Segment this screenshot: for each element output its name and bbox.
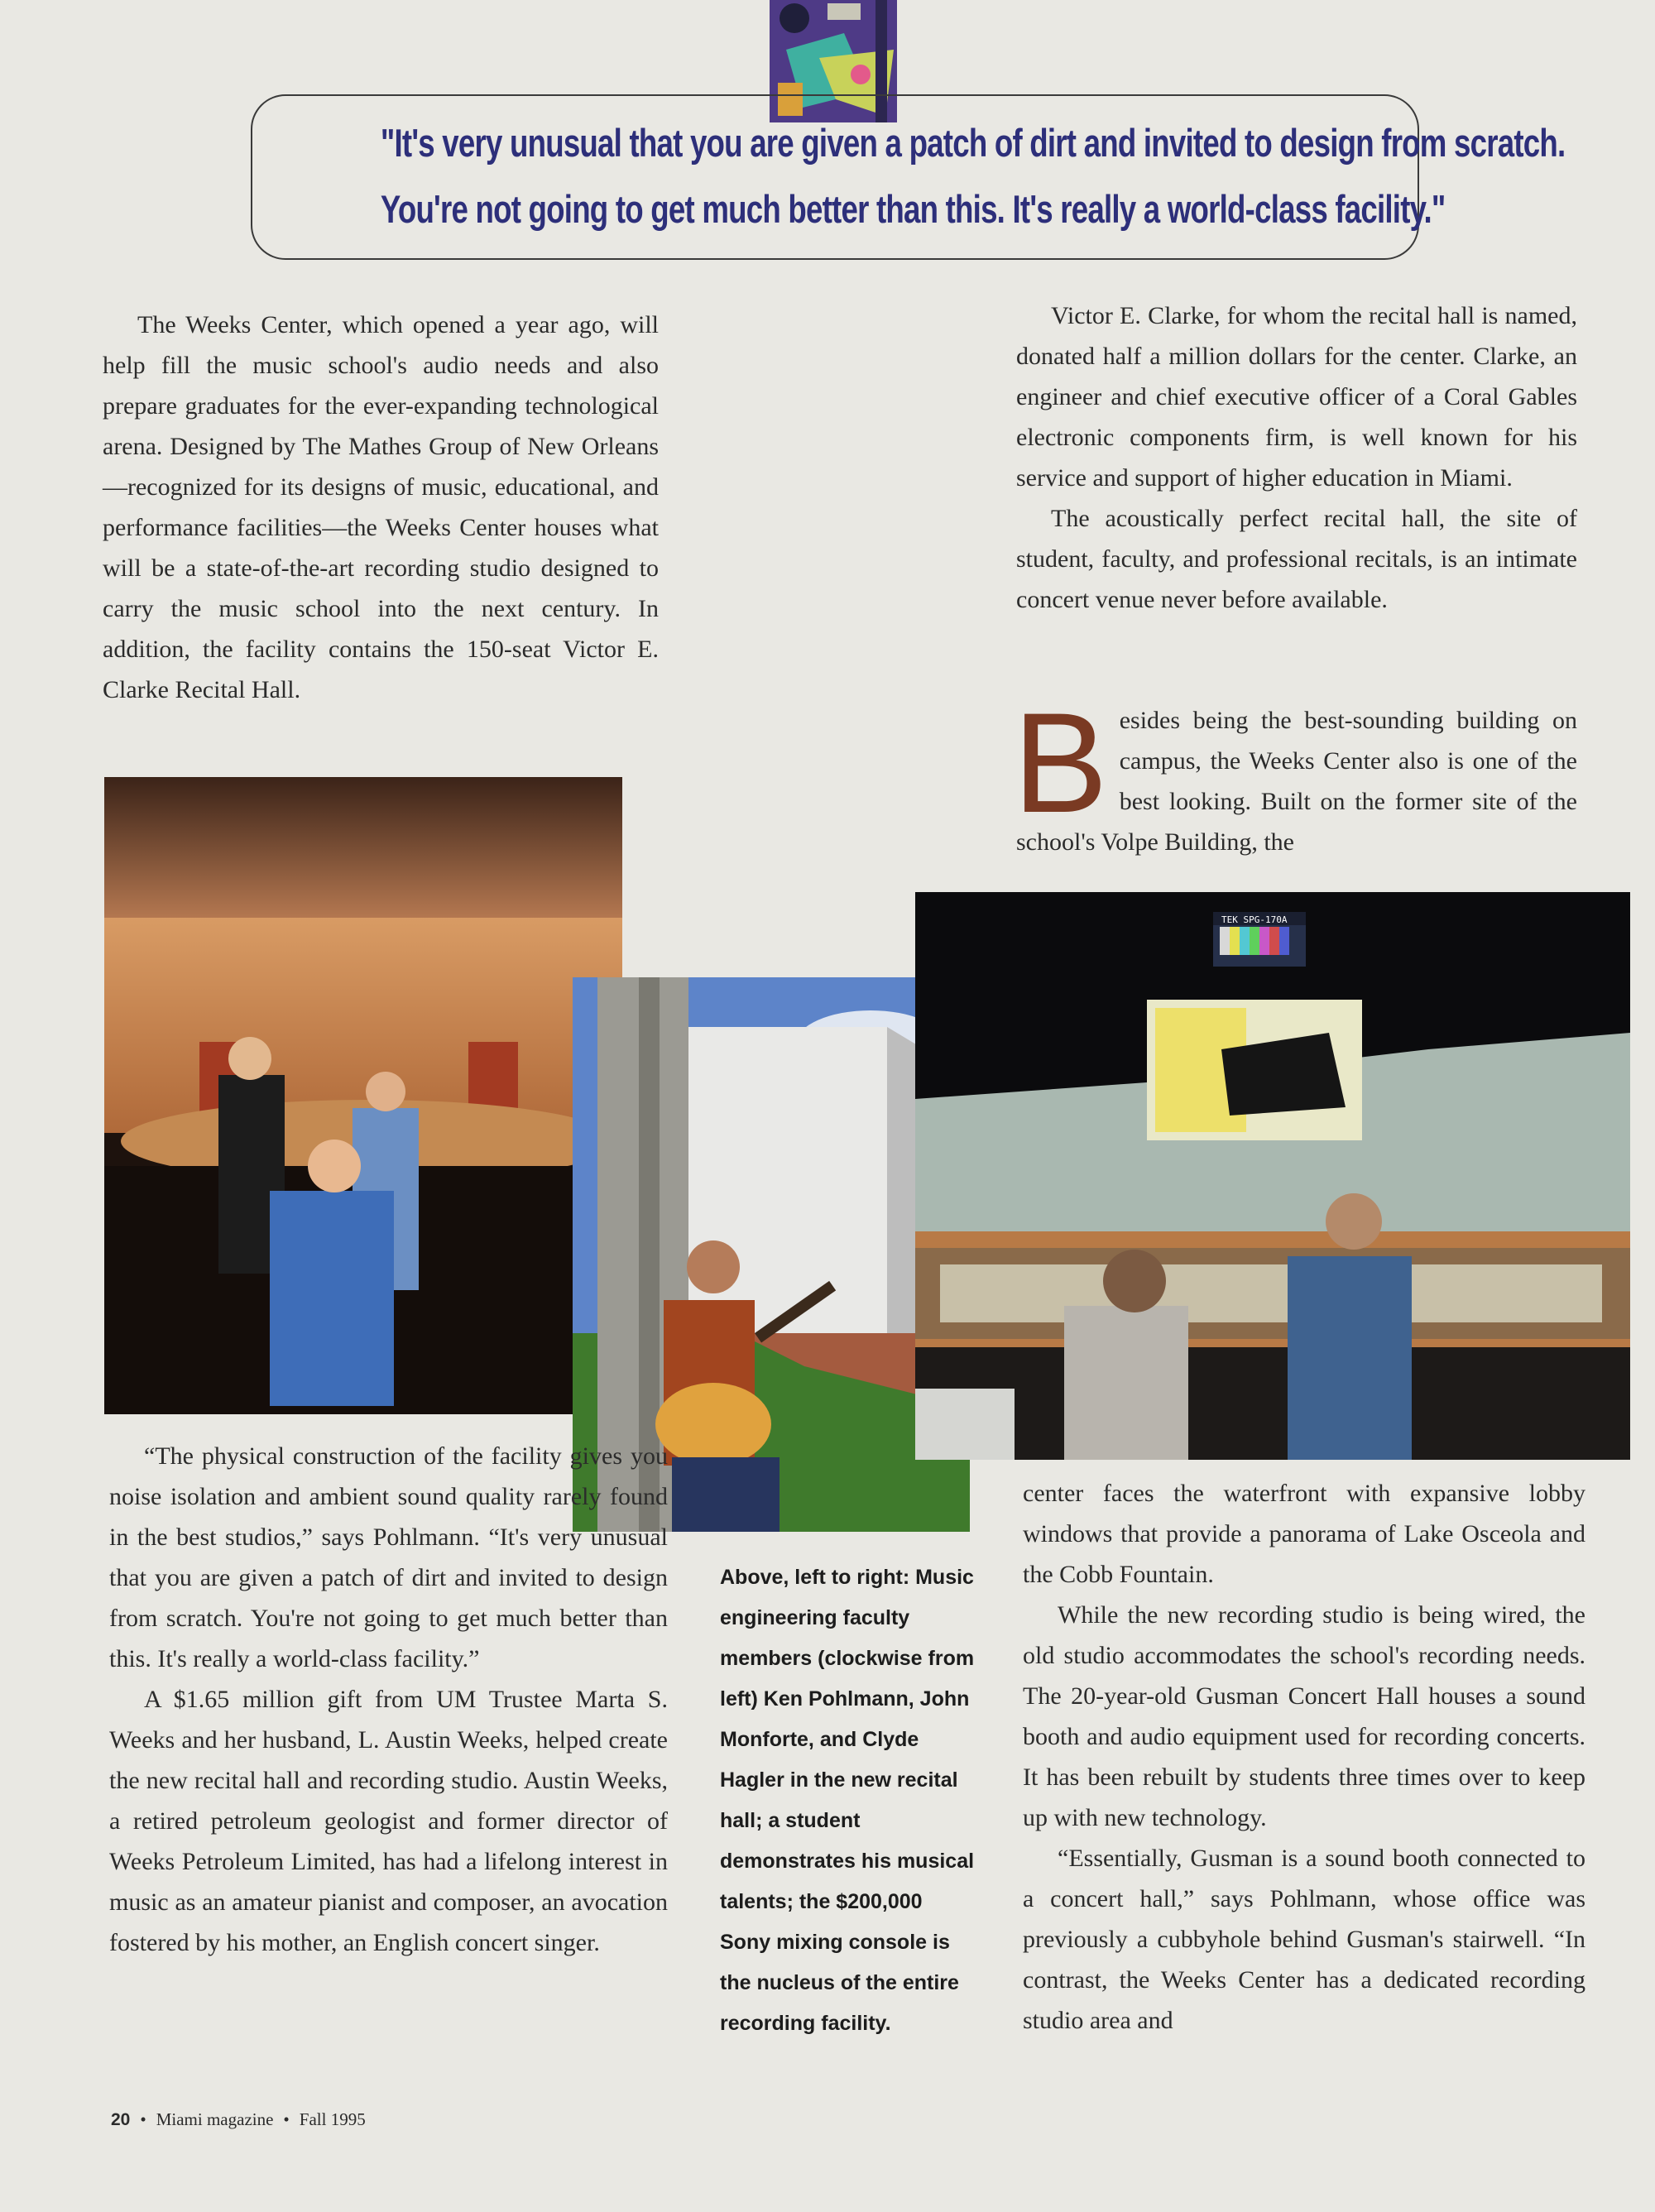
article-column-right-top: [1016, 295, 1577, 620]
article-column-left-bottom: [109, 1436, 668, 1963]
recital-hall-image: [104, 777, 622, 1414]
pull-quote: [251, 94, 1566, 260]
article-paragraph: The acoustically perfect recital hall, the site of student, faculty, and professional recitals, is an intimate concert venue never before available.: [1016, 505, 1577, 613]
article-paragraph: The Weeks Center, which opened a year ago, will help fill the music school's audio needs and also prepare graduates for the ever-expanding technological arena. Designed by The Mathes Group of New Orleans—recognized for its designs of music, educational, and performance facilities—the Weeks Center houses what will be a state-of-the-art recording studio designed to carry the music school into the next century. In addition, the facility contains the 150-seat Victor E. Clarke Recital Hall.: [103, 311, 659, 703]
recording-studio-photo: [915, 892, 1630, 1460]
photo-caption: Above, left to right: Music engineering faculty members (clockwise from left) Ken Pohlmann, John Monforte, and Clyde Hagler in the new recital hall; a student demonstrates his musical talents; the $200,000 Sony mixing console is the nucleus of the entire recording facility.: [720, 1566, 975, 2035]
drop-cap: B: [1013, 684, 1108, 842]
dropcap-paragraph-text: esides being the best-sounding building on campus, the Weeks Center also is one of the best looking. Built on the former site of the school's Volpe Building, the: [1016, 707, 1577, 856]
footer-separator: •: [140, 2109, 146, 2129]
article-paragraph: center faces the waterfront with expansive lobby windows that provide a panorama of Lake Osceola and the Cobb Fountain.: [1023, 1480, 1585, 1588]
article-column-right-bottom: [1023, 1473, 1585, 2041]
article-paragraph: [1013, 684, 1577, 862]
pull-quote-line-2: You're not going to get much better than this. It's really a world-class facility.": [380, 187, 1446, 231]
article-paragraph: “Essentially, Gusman is a sound booth connected to a concert hall,” says Pohlmann, whose office was previously a cubbyhole behind Gusman's stairwell. “In contrast, the Weeks Center has a dedicated recording studio area and: [1023, 1845, 1585, 2034]
recording-studio-image: [915, 892, 1630, 1460]
article-paragraph: “The physical construction of the facility gives you noise isolation and ambient sound quality rarely found in the best studios,” says Pohlmann. “It's very unusual that you are given a patch of dirt and invited to design from scratch. You're not going to get much better than this. It's really a world-class facility.”: [109, 1442, 668, 1672]
issue-date: Fall 1995: [299, 2109, 366, 2129]
publication-name: Miami magazine: [156, 2109, 274, 2129]
monitor-label: TEK SPG-170A: [1221, 914, 1288, 925]
article-column-left-top: [103, 305, 659, 710]
page-number: 20: [111, 2110, 131, 2129]
article-paragraph: While the new recording studio is being wired, the old studio accommodates the school's recording needs. The 20-year-old Gusman Concert Hall houses a sound booth and audio equipment used for recording concerts. It has been rebuilt by students three times over to keep up with new technology.: [1023, 1601, 1585, 1831]
page-footer: [111, 2109, 366, 2130]
pull-quote-line-1: "It's very unusual that you are given a patch of dirt and invited to design from scratch.: [380, 121, 1566, 165]
article-paragraph: A $1.65 million gift from UM Trustee Marta S. Weeks and her husband, L. Austin Weeks, helped create the new recital hall and recording studio. Austin Weeks, a retired petroleum geologist and former director of Weeks Petroleum Limited, has had a lifelong interest in music as an amateur pianist and composer, an avocation fostered by his mother, an English concert singer.: [109, 1686, 668, 1956]
footer-separator: •: [283, 2109, 290, 2129]
recital-hall-photo: [104, 777, 622, 1414]
article-paragraph: Victor E. Clarke, for whom the recital hall is named, donated half a million dollars for the center. Clarke, an engineer and chief executive officer of a Coral Gables electronic components firm, is well known for his service and support of higher education in Miami.: [1016, 302, 1577, 492]
article-dropcap-section: [1013, 684, 1577, 862]
